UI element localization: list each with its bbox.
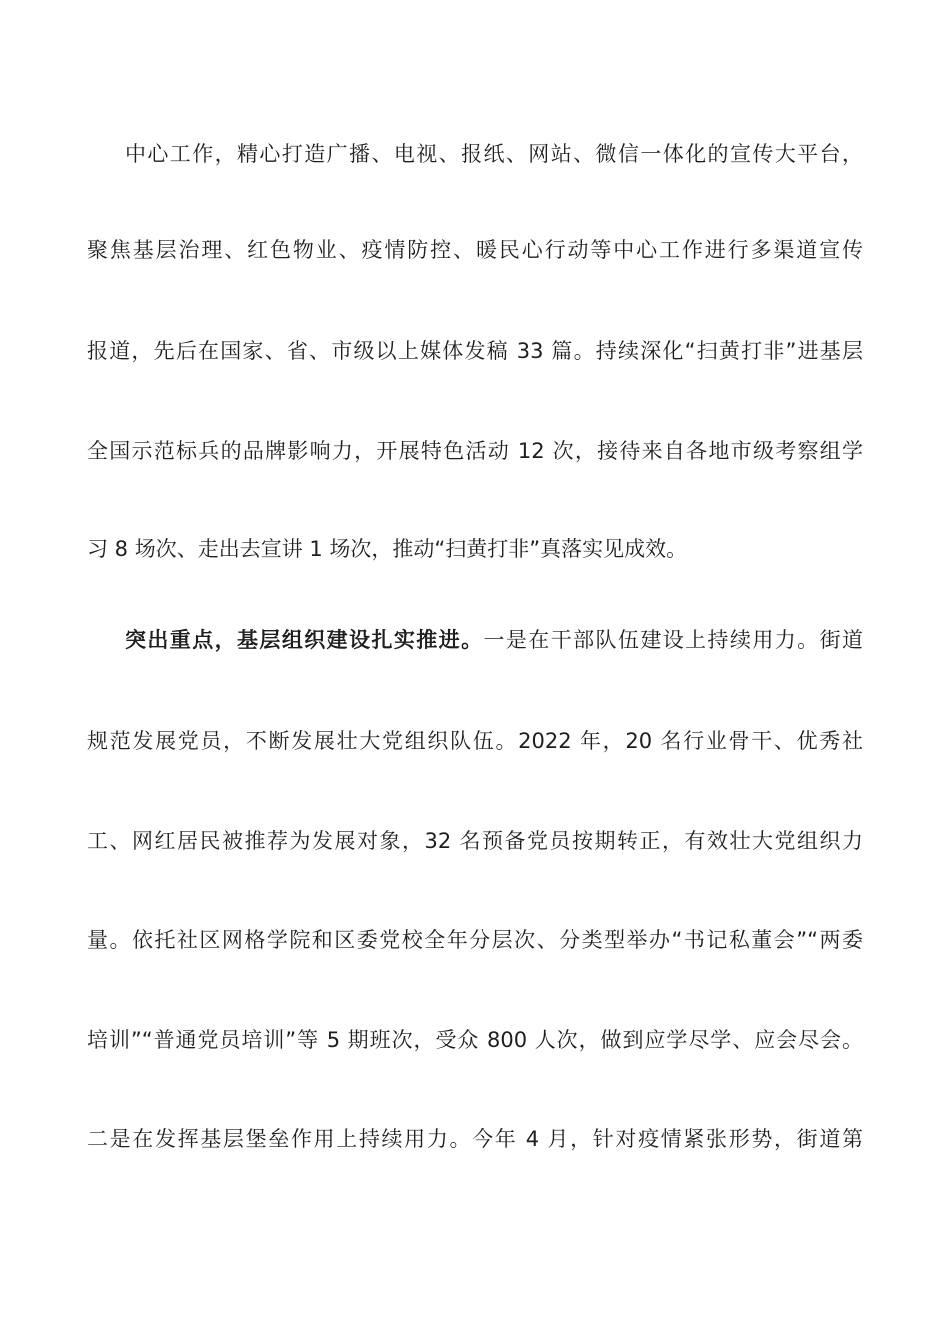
paragraph-line-5: 习 8 场次、走出去宣讲 1 场次，推动“扫黄打非”真落实见成效。 <box>87 537 688 561</box>
paragraph-line-1: 中心工作，精心打造广播、电视、报纸、网站、微信一体化的宣传大平台， <box>125 142 863 166</box>
section-first-line-text: 一是在干部队伍建设上持续用力。街道 <box>483 628 863 652</box>
paragraph-line-2: 聚焦基层治理、红色物业、疫情防控、暖民心行动等中心工作进行多渠道宣传 <box>87 238 863 262</box>
paragraph-line-7: 规范发展党员，不断发展壮大党组织队伍。2022 年，20 名行业骨干、优秀社 <box>87 729 863 753</box>
paragraph-line-9: 量。依托社区网格学院和区委党校全年分层次、分类型举办“书记私董会”“两委 <box>87 928 863 952</box>
paragraph-line-4: 全国示范标兵的品牌影响力，开展特色活动 12 次，接待来自各地市级考察组学 <box>87 439 863 463</box>
paragraph-line-10: 培训”“普通党员培训”等 5 期班次，受众 800 人次，做到应学尽学、应会尽会。 <box>87 1028 863 1052</box>
paragraph-line-11: 二是在发挥基层堡垒作用上持续用力。今年 4 月，针对疫情紧张形势，街道第 <box>87 1127 863 1151</box>
paragraph-line-8: 工、网红居民被推荐为发展对象，32 名预备党员按期转正，有效壮大党组织力 <box>87 829 863 853</box>
section-heading: 突出重点，基层组织建设扎实推进。 <box>125 628 484 652</box>
section-paragraph-first-line <box>125 625 863 655</box>
paragraph-line-3: 报道，先后在国家、省、市级以上媒体发稿 33 篇。持续深化“扫黄打非”进基层 <box>87 339 863 363</box>
